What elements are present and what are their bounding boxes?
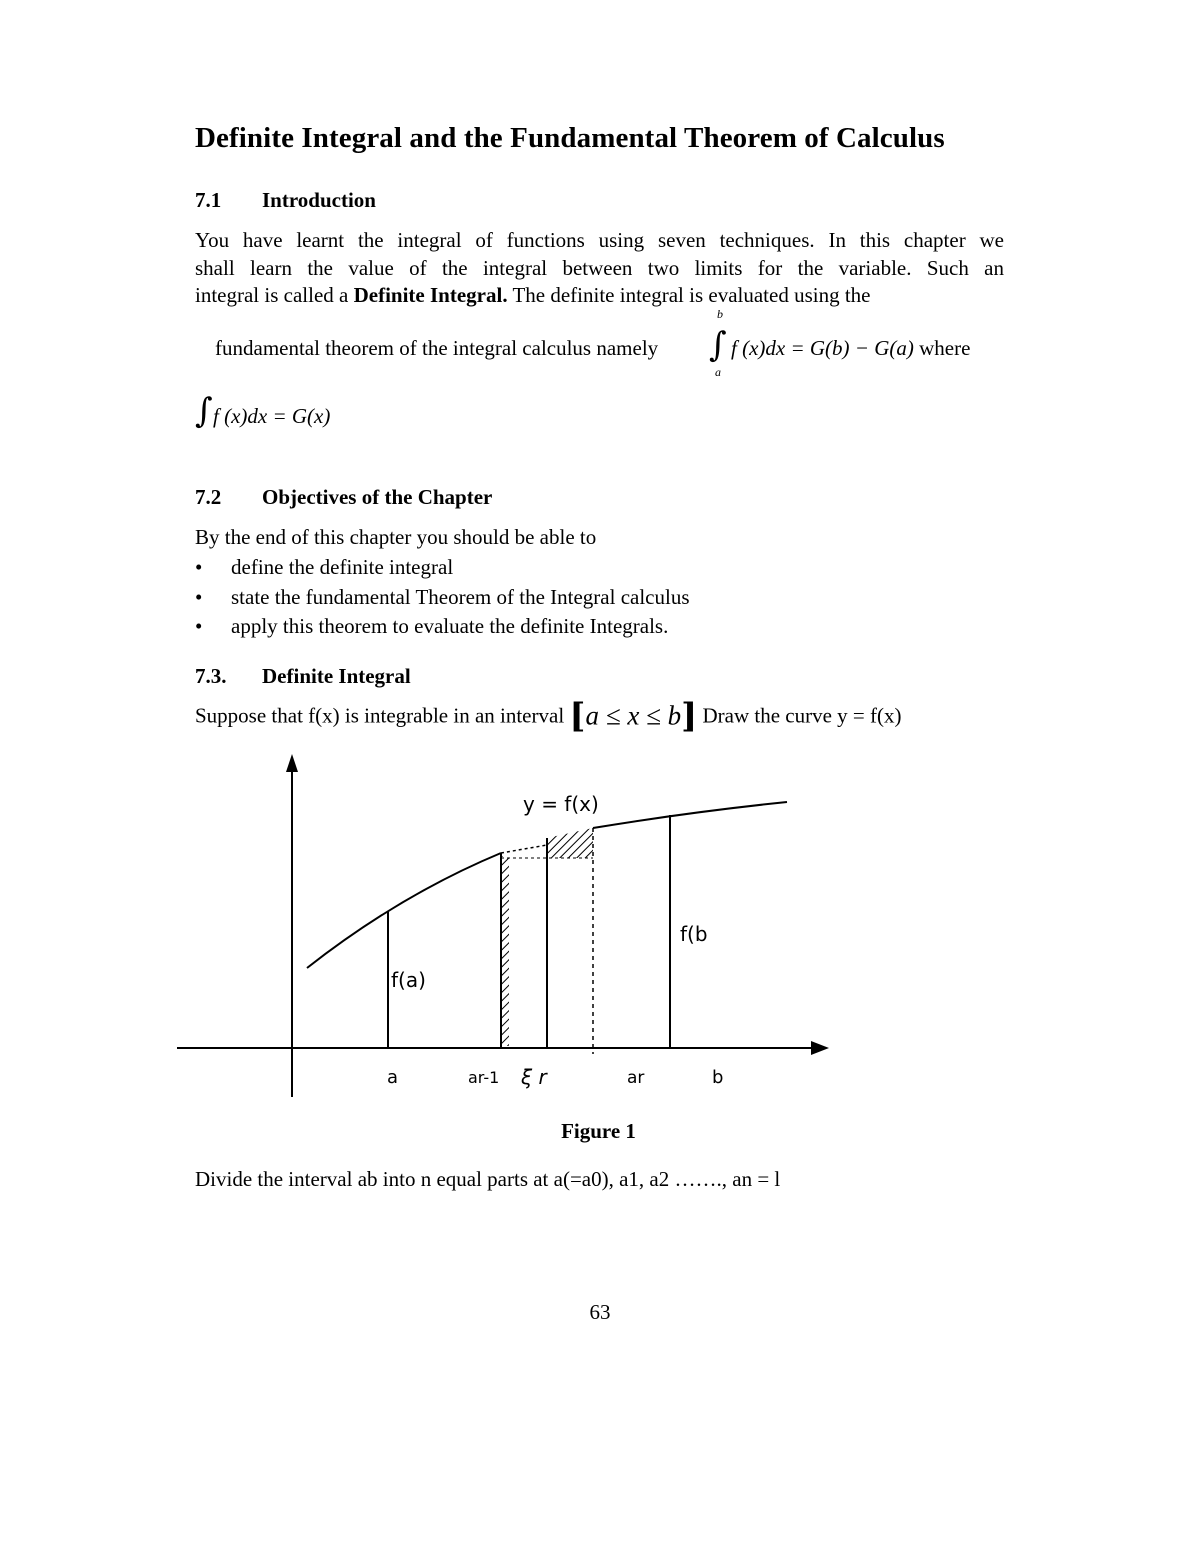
x-label-a: a	[387, 1067, 399, 1088]
figure-caption: Figure 1	[561, 1119, 636, 1143]
bullet: •	[195, 555, 203, 579]
intro-line-1: You have learnt the integral of functions using seven techniques. In this chapter we	[195, 228, 1004, 252]
intro-line-2: shall learn the value of the integral between two limits for the variable. Such an	[195, 255, 1004, 280]
section-number: 7.1	[195, 188, 222, 212]
curve-dashed-segment	[501, 845, 547, 853]
hatched-area	[547, 828, 593, 858]
list-item: • define the definite integral	[195, 553, 895, 583]
divide-interval-line: Divide the interval ab into n equal parts at a(=a0), a1, a2 ……., an = l	[195, 1167, 781, 1191]
x-label-ar: ar	[627, 1068, 645, 1088]
section-number: 7.2	[195, 485, 222, 509]
x-label-ar-1: ar-1	[468, 1068, 500, 1087]
curve-right-segment	[593, 802, 787, 828]
antiderivative-formula: f (x)dx = G(x)	[213, 404, 331, 428]
section-title: Objectives of the Chapter	[262, 485, 493, 509]
y-axis-arrow-icon	[286, 754, 298, 772]
page-number: 63	[589, 1300, 611, 1324]
x-label-xi: ξ r	[521, 1065, 547, 1089]
fb-label: f(b	[680, 922, 708, 946]
bracket-open: [	[569, 696, 586, 736]
list-item: • state the fundamental Theorem of the Integral calculus	[195, 583, 895, 613]
definite-intro-line: Suppose that f(x) is integrable in an interval [a ≤ x ≤ b] Draw the curve y = f(x)	[195, 696, 902, 736]
definite-integral-term: Definite Integral.	[353, 283, 508, 307]
page-title: Definite Integral and the Fundamental Theorem of Calculus	[195, 122, 945, 154]
bullet: •	[195, 584, 203, 609]
fundamental-theorem-text: fundamental theorem of the integral calculus namely	[215, 336, 659, 360]
section-title: Introduction	[262, 188, 376, 212]
curve-label: y = f(x)	[523, 792, 599, 816]
list-item: • apply this theorem to evaluate the definite Integrals.	[195, 612, 895, 642]
x-label-b: b	[712, 1067, 724, 1088]
objectives-lead: By the end of this chapter you should be able to	[195, 525, 597, 549]
bracket-close: ]	[681, 696, 698, 736]
ar-1-hatch	[502, 856, 509, 1046]
upper-limit: b	[717, 307, 723, 321]
lower-limit: a	[715, 365, 721, 379]
x-axis-arrow-icon	[811, 1041, 829, 1055]
intro-line-3: integral is called a Definite Integral. The definite integral is evaluated using the	[195, 283, 871, 307]
bullet: •	[195, 614, 203, 638]
curve-left-segment	[307, 853, 501, 968]
formula-where: where	[913, 336, 971, 360]
fa-label: f(a)	[391, 968, 426, 992]
interval-expression: a ≤ x ≤ b	[585, 700, 682, 731]
integral-sign: ∫	[709, 325, 727, 365]
integral-sign: ∫	[195, 391, 213, 431]
formula-main: f (x)dx = G(b) − G(a)	[731, 336, 914, 360]
section-title: Definite Integral	[262, 664, 411, 688]
section-number: 7.3.	[195, 664, 227, 688]
